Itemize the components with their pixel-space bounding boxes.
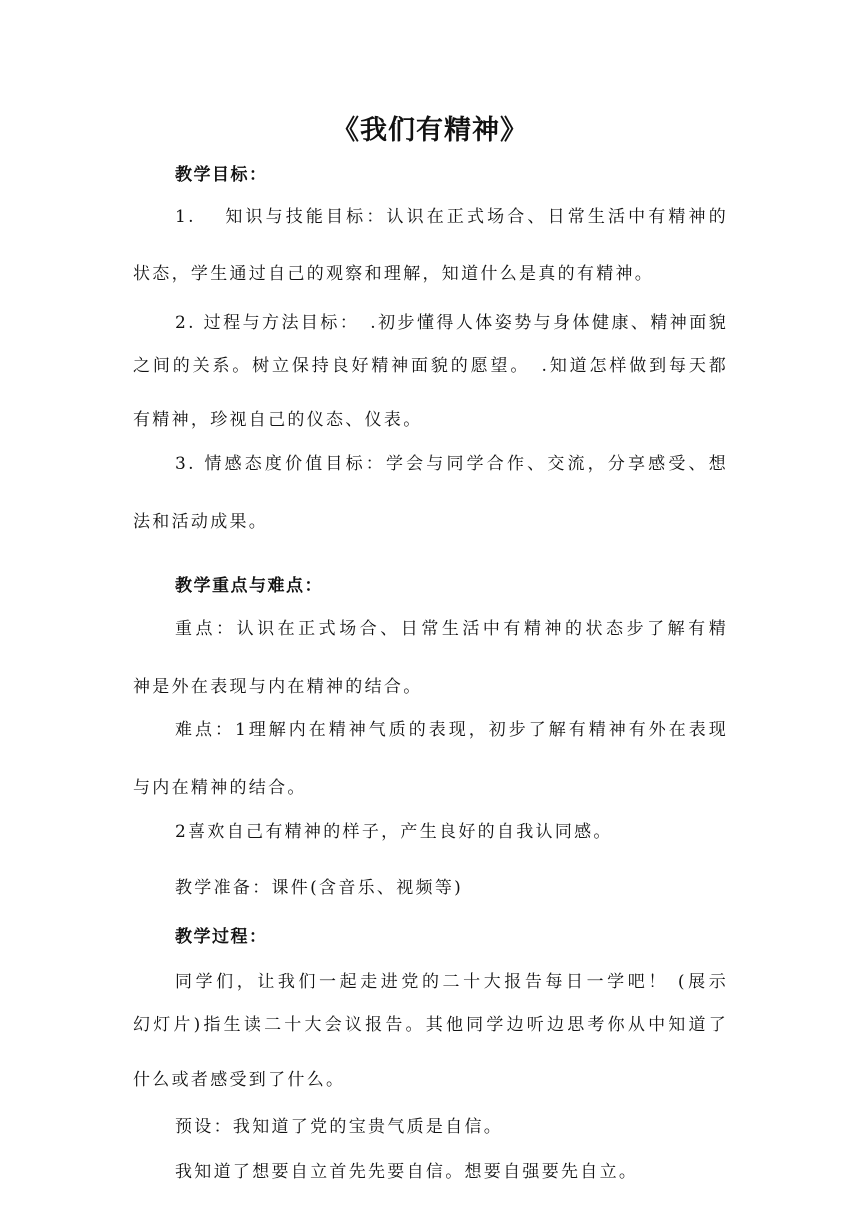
process-line5: 我知道了想要自立首先先要自信。想要自强要先自立。 (175, 1162, 639, 1182)
process-line2: 幻灯片)指生读二十大会议报告。其他同学边听边思考你从中知道了 (133, 1015, 728, 1035)
process-line4: 预设：我知道了党的宝贵气质是自信。 (175, 1117, 504, 1137)
process-heading: 教学过程： (175, 927, 268, 947)
key-line2: 神是外在表现与内在精神的结合。 (133, 677, 423, 697)
key-heading: 教学重点与难点： (175, 576, 323, 596)
goal2-line3: 有精神，珍视自己的仪态、仪表。 (133, 410, 423, 430)
key-line1: 重点：认识在正式场合、日常生活中有精神的状态步了解有精 (175, 619, 728, 639)
goal2-line2: 之间的关系。树立保持良好精神面貌的愿望。 .知道怎样做到每天都 (133, 356, 728, 376)
process-line3: 什么或者感受到了什么。 (133, 1070, 346, 1090)
goal1-line1: 1. 知识与技能目标：认识在正式场合、日常生活中有精神的 (175, 207, 728, 227)
preparation-line: 教学准备：课件(含音乐、视频等) (175, 878, 464, 898)
process-line1: 同学们，让我们一起走进党的二十大报告每日一学吧！ (展示 (175, 972, 728, 992)
goal2-line1: 2. 过程与方法目标： .初步懂得人体姿势与身体健康、精神面貌 (175, 313, 728, 333)
goal1-line2: 状态，学生通过自己的观察和理解，知道什么是真的有精神。 (133, 264, 655, 284)
difficulty-line3: 2喜欢自己有精神的样子，产生良好的自我认同感。 (175, 822, 613, 842)
document-title: 《我们有精神》 (332, 115, 528, 146)
goals-heading: 教学目标： (175, 165, 268, 185)
goal3-line2: 法和活动成果。 (133, 512, 269, 532)
goal3-line1: 3. 情感态度价值目标：学会与同学合作、交流，分享感受、想 (175, 454, 728, 474)
difficulty-line2: 与内在精神的结合。 (133, 778, 307, 798)
difficulty-line1: 难点：1理解内在精神气质的表现，初步了解有精神有外在表现 (175, 720, 728, 740)
